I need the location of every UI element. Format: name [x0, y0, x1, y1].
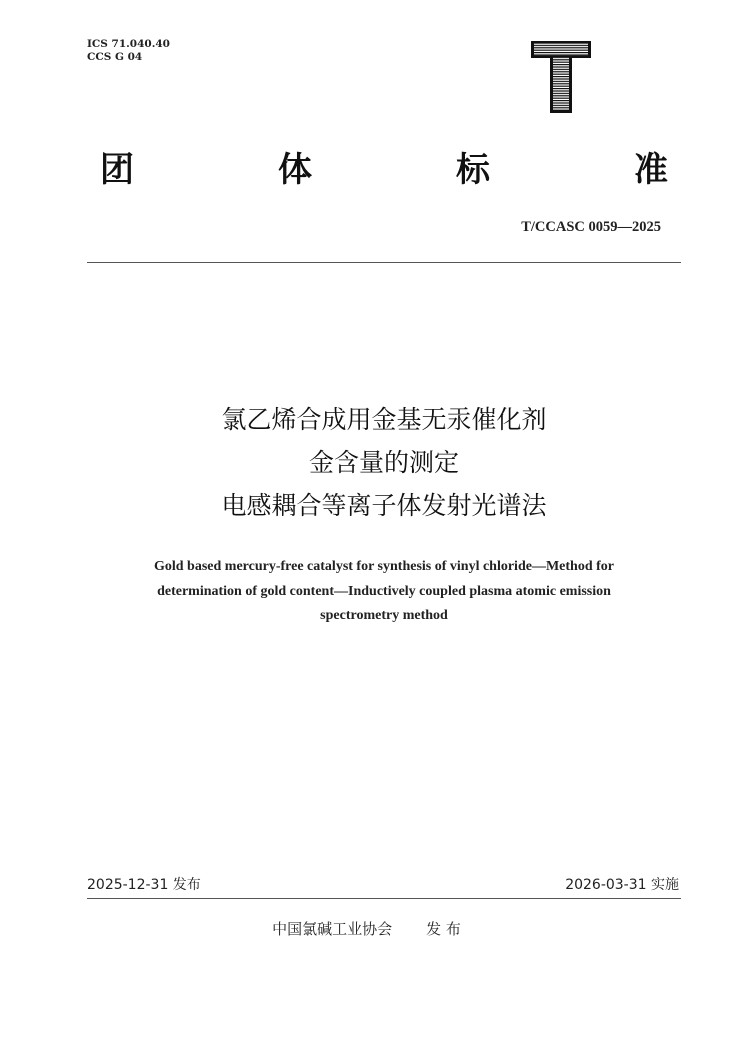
ccs-code: CCS G 04 [87, 51, 143, 63]
publisher-line [0, 918, 733, 939]
chinese-title-line-3: 电感耦合等离子体发射光谱法 [221, 491, 547, 520]
category-char-4: 准 [634, 150, 668, 190]
chinese-title-line-2: 金含量的测定 [308, 448, 459, 477]
implementation-date: 2026-03-31 实施 [565, 877, 679, 893]
english-title [87, 555, 681, 629]
category-char-2: 体 [278, 150, 312, 190]
english-title-line-2: determination of gold content—Inductively coupled plasma atomic emission [157, 583, 611, 599]
standard-number: T/CCASC 0059—2025 [521, 219, 661, 235]
publish-action: 发 布 [426, 920, 461, 938]
publisher-name: 中国氯碱工业协会 [272, 920, 393, 938]
english-title-line-1: Gold based mercury-free catalyst for synthesis of vinyl chloride—Method for [153, 559, 614, 574]
bottom-divider [87, 898, 681, 899]
top-divider [87, 262, 681, 263]
ics-code: ICS 71.040.40 [87, 38, 170, 50]
standard-type-t-logo-icon [530, 40, 592, 114]
category-char-3: 标 [456, 150, 490, 190]
document-category-title [100, 148, 668, 192]
issue-date: 2025-12-31 发布 [87, 877, 201, 893]
chinese-title-line-1: 氯乙烯合成用金基无汞催化剂 [221, 405, 547, 434]
classification-codes [87, 38, 170, 64]
english-title-line-3: spectrometry method [320, 608, 448, 623]
category-char-1: 团 [100, 150, 134, 190]
chinese-title [87, 398, 681, 527]
